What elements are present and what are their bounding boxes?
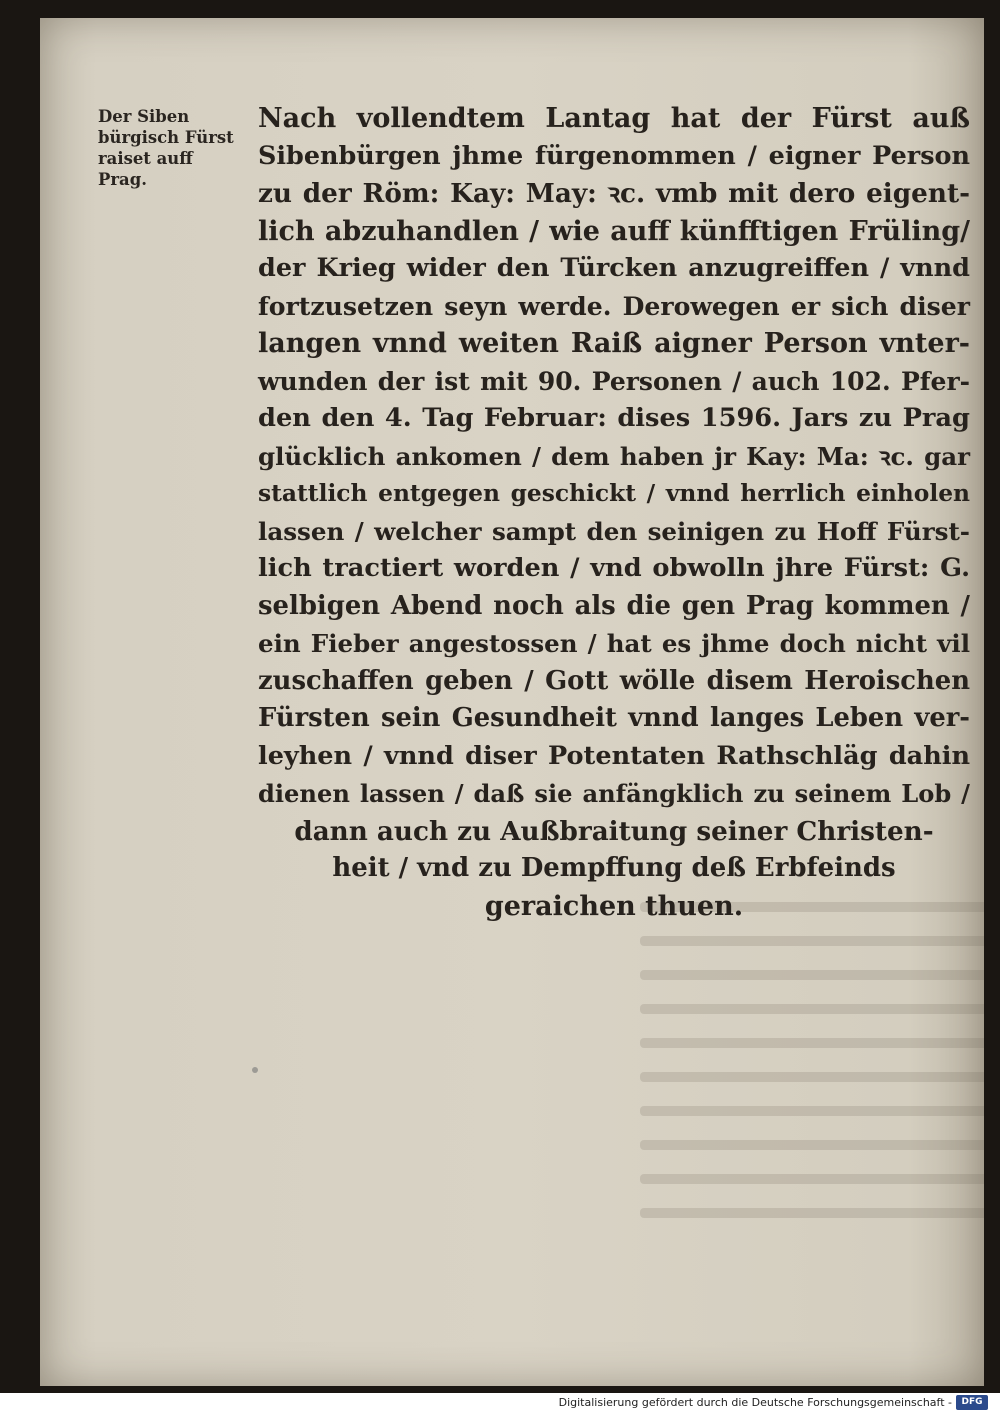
text-line: geraichen thuen. bbox=[484, 890, 744, 922]
text-line: zu der Röm: Kay: May: ꝛc. vmb mit dero eigent- bbox=[258, 178, 970, 209]
text-line: zuschaffen geben / Gott wölle disem Heroischen bbox=[258, 665, 970, 696]
text-line: stattlich entgegen geschickt / vnnd herrlich einholen bbox=[258, 479, 970, 507]
text-line: fortzusetzen seyn werde. Derowegen er sich diser bbox=[258, 290, 970, 321]
text-line: selbigen Abend noch als die gen Prag kommen / bbox=[258, 590, 970, 621]
dfg-logo: DFG bbox=[956, 1395, 988, 1410]
text-line: dann auch zu Außbraitung seiner Christen- bbox=[294, 815, 934, 847]
text-line: glücklich ankomen / dem haben jr Kay: Ma: ꝛc. gar bbox=[258, 441, 970, 471]
text-line: lich tractiert worden / vnd obwolln jhre Fürst: G. bbox=[258, 553, 970, 583]
footer-bar bbox=[0, 1393, 1000, 1414]
text-line: Nach vollendtem Lantag hat der Fürst auß bbox=[258, 103, 970, 134]
text-line: Fürsten sein Gesundheit vnnd langes Leben ver- bbox=[258, 703, 970, 733]
ink-speck bbox=[252, 1067, 258, 1073]
text-line: wunden der ist mit 90. Personen / auch 102. Pfer- bbox=[258, 366, 970, 396]
body-text bbox=[258, 100, 970, 925]
text-line: heit / vnd zu Dempffung deß Erbfeinds bbox=[332, 853, 896, 883]
marginal-line: Prag. bbox=[98, 170, 147, 189]
text-line: leyhen / vnnd diser Potentaten Rathschläg dahin bbox=[258, 740, 970, 771]
marginal-line: raiset auff bbox=[98, 149, 193, 168]
marginal-note bbox=[98, 106, 258, 190]
text-line: langen vnnd weiten Raiß aigner Person vnter- bbox=[258, 328, 970, 359]
bleed-through-text bbox=[640, 878, 984, 1298]
funding-credit: Digitalisierung gefördert durch die Deutsche Forschungsgemeinschaft - bbox=[558, 1396, 952, 1409]
text-line: den den 4. Tag Februar: dises 1596. Jars zu Prag bbox=[258, 403, 970, 433]
marginal-line: bürgisch Fürst bbox=[98, 128, 234, 147]
text-line: Sibenbürgen jhme fürgenommen / eigner Person bbox=[258, 140, 970, 171]
text-line: lich abzuhandlen / wie auff künfftigen Früling/ bbox=[258, 215, 970, 247]
marginal-line: Der Siben bbox=[98, 107, 190, 126]
text-line: ein Fieber angestossen / hat es jhme doch nicht vil bbox=[258, 629, 970, 658]
text-line: lassen / welcher sampt den seinigen zu Hoff Fürst- bbox=[258, 516, 970, 546]
book-page bbox=[40, 18, 984, 1386]
text-line: der Krieg wider den Türcken anzugreiffen / vnnd bbox=[258, 253, 970, 283]
text-line: dienen lassen / daß sie anfängklich zu seinem Lob / bbox=[258, 779, 970, 808]
